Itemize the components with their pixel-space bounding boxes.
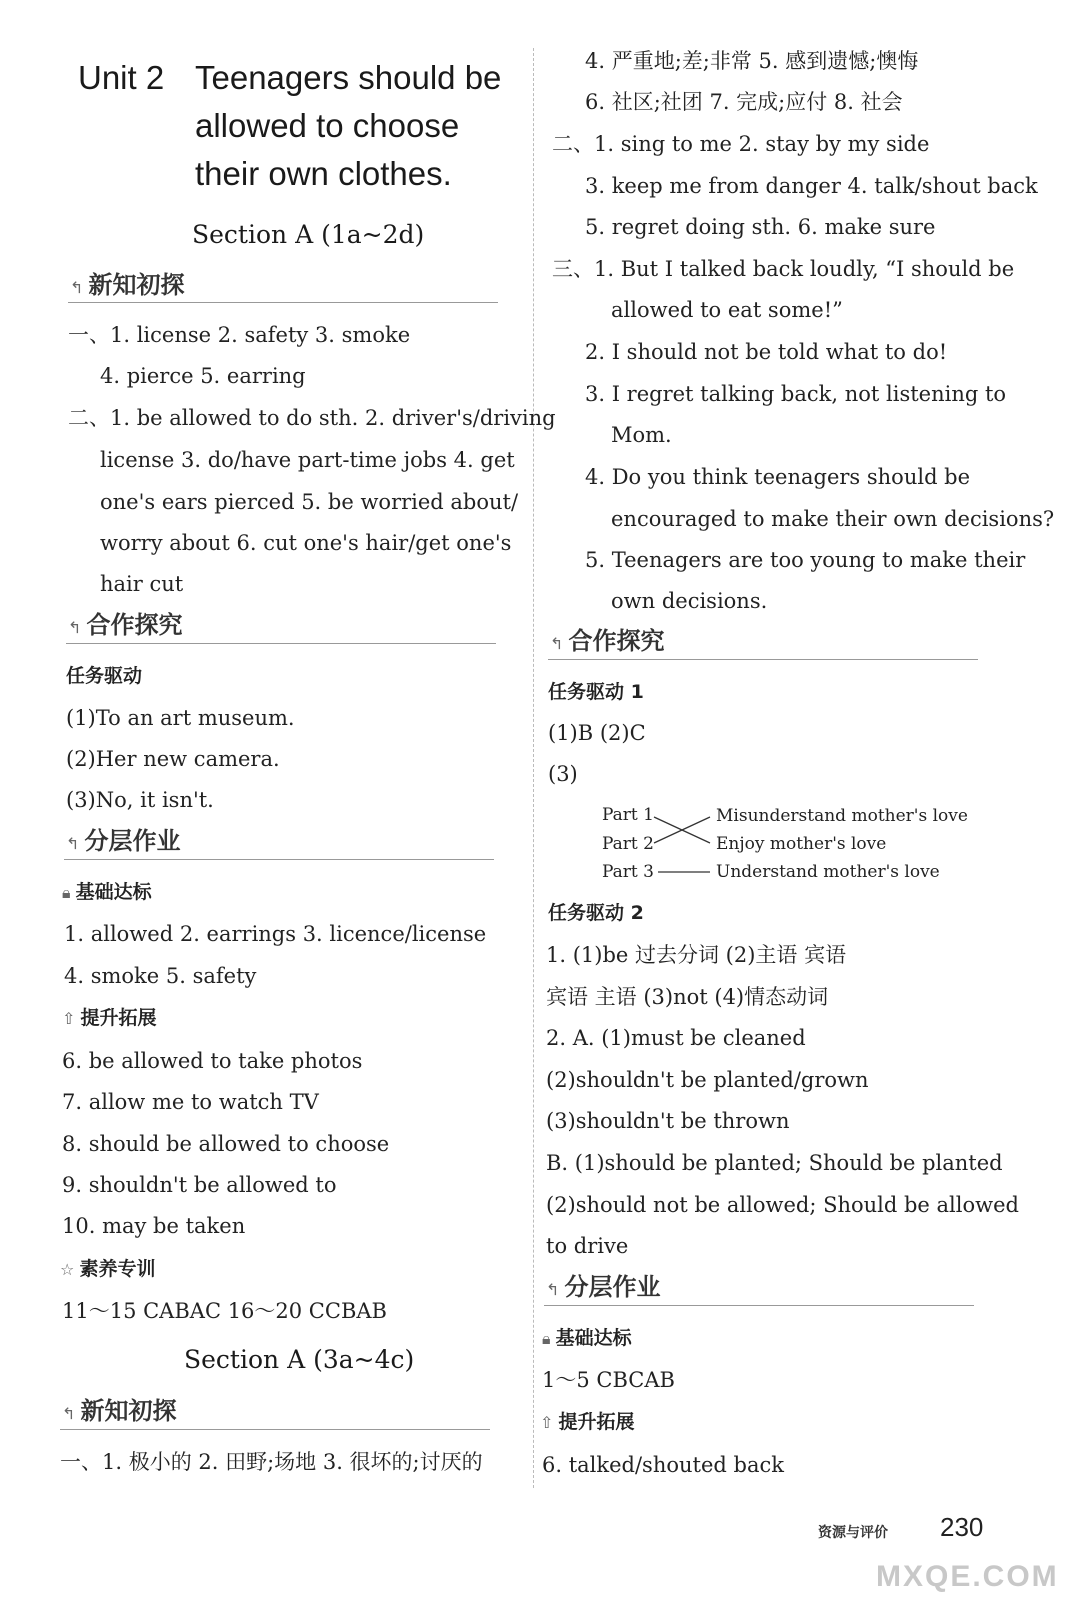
bookmark-icon: ↰ [546, 1280, 560, 1299]
section-heading-1a-2d: Section A (1a~2d) [192, 220, 425, 249]
answer-line: 4. pierce 5. earring [100, 364, 306, 388]
answer-line: (1)B (2)C [548, 721, 646, 745]
answer-line: 6. talked/shouted back [542, 1453, 784, 1477]
lock-icon: 🔒︎ [542, 1329, 551, 1348]
match-part-3: Part 3 [602, 862, 654, 882]
subheading-jichu-2 [542, 1326, 632, 1350]
answer-line: 7. allow me to watch TV [62, 1090, 319, 1114]
answer-line: 1～5 CBCAB [542, 1368, 675, 1392]
answer-line: (3)No, it isn't. [66, 788, 214, 812]
answer-line: 二、1. be allowed to do sth. 2. driver's/driving [68, 406, 556, 430]
footer-label: 资源与评价 [818, 1525, 888, 1541]
answer-line: 三、1. But I talked back loudly, “I should be [552, 257, 1015, 281]
answer-line: (2)Her new camera. [66, 747, 280, 771]
answer-line: 2. A. (1)must be cleaned [546, 1026, 806, 1050]
section-heading-3a-4c: Section A (3a~4c) [184, 1345, 415, 1374]
divider [66, 643, 496, 644]
bookmark-icon: ↰ [68, 618, 82, 637]
lock-icon: 🔒︎ [62, 883, 71, 902]
bookmark-icon: ↰ [70, 278, 84, 297]
task-drive-2-heading: 任务驱动 2 [548, 902, 644, 924]
heading-xinzhi-1-label: 新知初探 [88, 271, 185, 299]
heading-hezuo-2 [550, 626, 665, 656]
divider [64, 859, 494, 860]
answer-line: 3. I regret talking back, not listening to [585, 382, 1007, 406]
answer-line: license 3. do/have part-time jobs 4. get [100, 448, 515, 472]
answer-line: 5. regret doing sth. 6. make sure [585, 215, 936, 239]
heading-xinzhi-2 [62, 1396, 177, 1426]
heading-fenceng-2 [546, 1272, 661, 1302]
heading-fenceng-2-label: 分层作业 [564, 1273, 661, 1301]
star-icon: ☆ [60, 1260, 75, 1279]
answer-line: Mom. [611, 423, 672, 447]
up-arrow-icon: ⇧ [540, 1413, 554, 1432]
unit-number: Unit 2 [78, 59, 165, 96]
answer-line: 4. smoke 5. safety [64, 964, 257, 988]
answer-line: 一、1. 极小的 2. 田野;场地 3. 很坏的;讨厌的 [60, 1450, 483, 1474]
answer-line: (3)shouldn't be thrown [546, 1109, 790, 1133]
divider [60, 1429, 490, 1430]
answer-line: to drive [546, 1234, 629, 1258]
heading-hezuo-1-label: 合作探究 [86, 611, 183, 639]
answer-line: 1. allowed 2. earrings 3. licence/license [64, 922, 487, 946]
heading-fenceng-1-label: 分层作业 [84, 827, 181, 855]
answer-line: (2)shouldn't be planted/grown [546, 1068, 869, 1092]
heading-fenceng-1 [66, 826, 181, 856]
match-item-1: Misunderstand mother's love [716, 806, 968, 826]
page-number: 230 [940, 1512, 984, 1542]
subheading-jichu-2-label: 基础达标 [555, 1327, 632, 1349]
answer-line: 9. shouldn't be allowed to [62, 1173, 337, 1197]
divider [544, 1305, 974, 1306]
answer-line: 11～15 CABAC 16～20 CCBAB [62, 1299, 387, 1323]
heading-hezuo-2-label: 合作探究 [568, 627, 665, 655]
up-arrow-icon: ⇧ [62, 1009, 76, 1028]
match-item-3: Understand mother's love [716, 862, 940, 882]
answer-line: 8. should be allowed to choose [62, 1132, 390, 1156]
answer-line: encouraged to make their own decisions? [611, 507, 1055, 531]
answer-line: 4. 严重地;差;非常 5. 感到遗憾;懊悔 [585, 49, 919, 73]
subheading-tisheng-1-label: 提升拓展 [80, 1007, 157, 1029]
divider [548, 659, 978, 660]
answer-line: 10. may be taken [62, 1214, 246, 1238]
watermark: MXQE.COM [876, 1560, 1059, 1593]
answer-line: 6. 社区;社团 7. 完成;应付 8. 社会 [585, 90, 903, 114]
column-divider [533, 48, 534, 1488]
subheading-tisheng-2 [540, 1410, 635, 1434]
answer-line: (2)should not be allowed; Should be allowed [546, 1193, 1019, 1217]
match-lines [650, 805, 715, 875]
answer-line: one's ears pierced 5. be worried about/ [100, 490, 519, 514]
unit-title-line-2: allowed to choose [195, 107, 460, 144]
answer-line: 宾语 主语 (3)not (4)情态动词 [546, 985, 829, 1009]
heading-hezuo-1 [68, 610, 183, 640]
answer-line: allowed to eat some!” [611, 298, 843, 322]
bookmark-icon: ↰ [550, 634, 564, 653]
subheading-tisheng-1 [62, 1006, 157, 1030]
answer-line: 2. I should not be told what to do! [585, 340, 948, 364]
subheading-jichu-1 [62, 880, 152, 904]
answer-line: 一、1. license 2. safety 3. smoke [68, 323, 411, 347]
heading-xinzhi-1 [70, 270, 185, 300]
answer-line: 1. (1)be 过去分词 (2)主语 宾语 [546, 943, 847, 967]
answer-line: 3. keep me from danger 4. talk/shout back [585, 174, 1038, 198]
answer-line: 二、1. sing to me 2. stay by my side [552, 132, 930, 156]
subheading-tisheng-2-label: 提升拓展 [558, 1411, 635, 1433]
answer-line: worry about 6. cut one's hair/get one's [100, 531, 512, 555]
unit-title-line-1: Teenagers should be [195, 59, 502, 96]
match-part-2: Part 2 [602, 834, 654, 854]
answer-line: 5. Teenagers are too young to make their [585, 548, 1026, 572]
answer-line: (1)To an art museum. [66, 706, 295, 730]
unit-title-line-3: their own clothes. [195, 155, 452, 192]
divider [68, 302, 498, 303]
bookmark-icon: ↰ [66, 834, 80, 853]
answer-line: own decisions. [611, 589, 768, 613]
subheading-suyang-label: 素养专训 [79, 1258, 156, 1280]
task-drive-heading: 任务驱动 [66, 665, 143, 687]
subheading-suyang [60, 1257, 155, 1281]
answer-line: 4. Do you think teenagers should be [585, 465, 971, 489]
answer-line: 6. be allowed to take photos [62, 1049, 363, 1073]
answer-line: (3) [548, 762, 578, 786]
heading-xinzhi-2-label: 新知初探 [80, 1397, 177, 1425]
subheading-jichu-1-label: 基础达标 [75, 881, 152, 903]
answer-line: hair cut [100, 572, 184, 596]
match-item-2: Enjoy mother's love [716, 834, 887, 854]
answer-line: B. (1)should be planted; Should be planted [546, 1151, 1003, 1175]
task-drive-1-heading: 任务驱动 1 [548, 681, 644, 703]
bookmark-icon: ↰ [62, 1404, 76, 1423]
match-part-1: Part 1 [602, 805, 654, 825]
